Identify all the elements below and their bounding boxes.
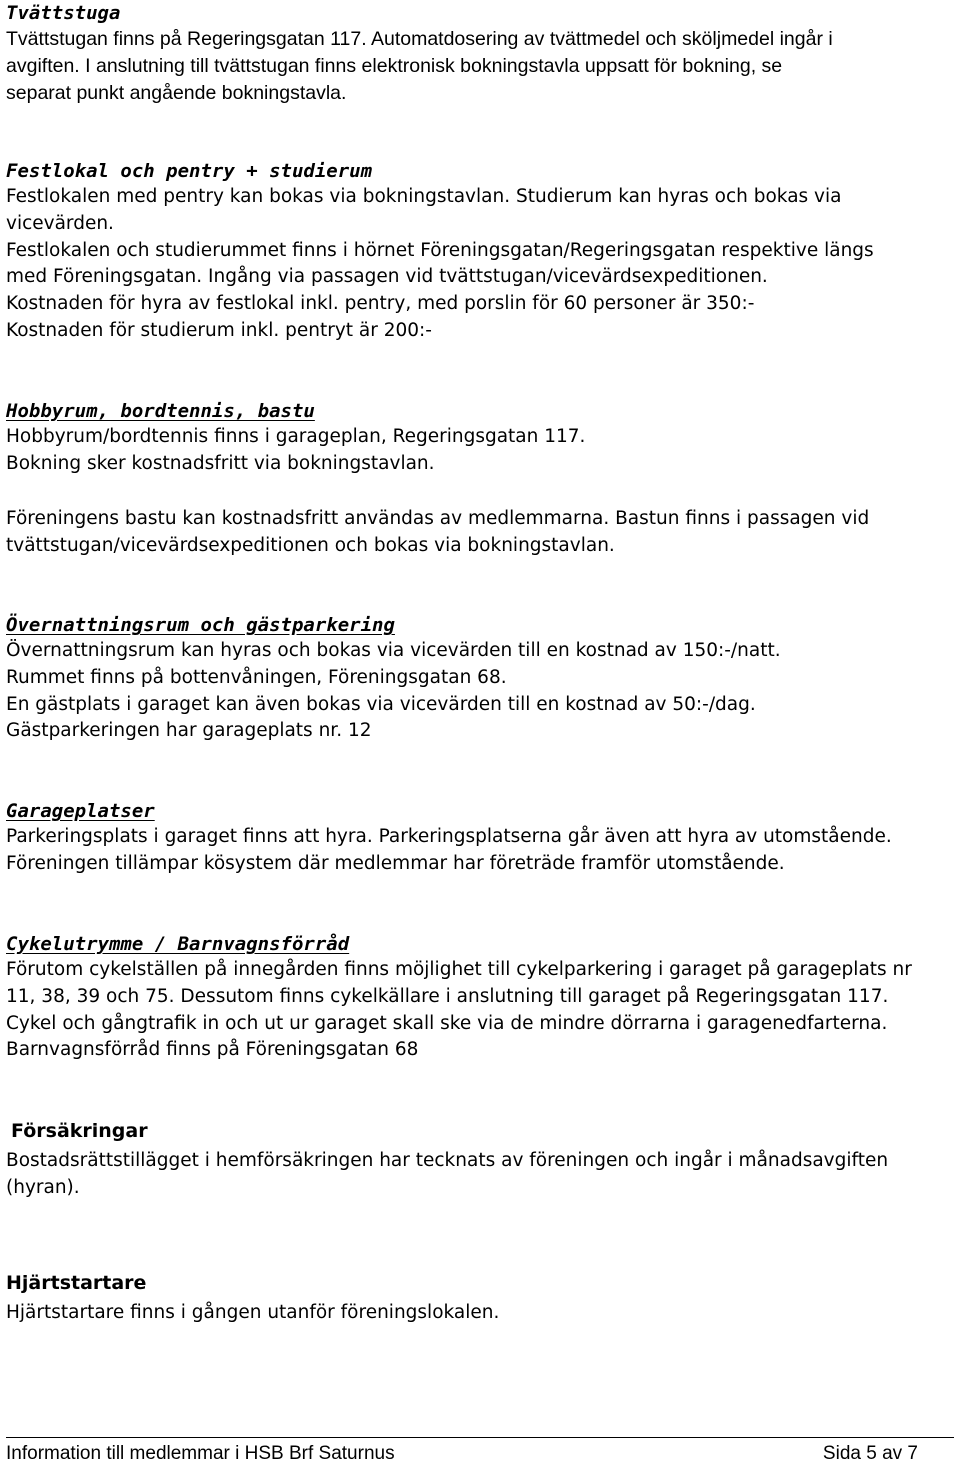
section-garageplatser: [6, 798, 954, 878]
paragraph-line: Parkeringsplats i garaget finns att hyra. Parkeringsplatserna går även att hyra av utomstående.: [6, 826, 892, 847]
paragraph-line: Hobbyrum/bordtennis finns i garageplan, Regeringsgatan 117.: [6, 426, 586, 447]
section-overnattning: [6, 612, 954, 745]
paragraph-line: med Föreningsgatan. Ingång via passagen vid tvättstugan/vicevärdsexpeditionen.: [6, 266, 768, 288]
paragraph-line: Cykel och gångtrafik in och ut ur garaget skall ske via de mindre dörrarna i garagenedfarterna.: [6, 1012, 888, 1034]
paragraph-line: Gästparkeringen har garageplats nr. 12: [6, 720, 372, 742]
section-heading: Garageplatser: [6, 800, 155, 822]
paragraph-line: Rummet finns på bottenvåningen, Föreningsgatan 68.: [6, 666, 507, 688]
section-bastu: [6, 506, 954, 560]
page-number: Sida 5 av 7: [822, 1443, 918, 1464]
paragraph-line: En gästplats i garaget kan även bokas via vicevärden till en kostnad av 50:-/dag.: [6, 693, 756, 715]
section-heading: Tvättstuga: [6, 2, 121, 24]
section-forsakringar: [6, 1118, 954, 1202]
section-tvattstuga: [6, 0, 954, 106]
paragraph-line: tvättstugan/vicevärdsexpeditionen och bokas via bokningstavlan.: [6, 534, 615, 556]
section-heading: Cykelutrymme / Barnvagnsförråd: [6, 933, 350, 955]
paragraph-line: Kostnaden för hyra av festlokal inkl. pentry, med porslin för 60 personer är 350:-: [6, 293, 755, 315]
paragraph-line: Förutom cykelställen på innegården finns möjlighet till cykelparkering i garaget på garageplats nr: [6, 959, 912, 980]
paragraph-line: Övernattningsrum kan hyras och bokas via vicevärden till en kostnad av 150:-/natt.: [6, 640, 781, 661]
paragraph-line: Hjärtstartare finns i gången utanför föreningslokalen.: [6, 1302, 500, 1323]
paragraph-line: Barnvagnsförråd finns på Föreningsgatan 68: [6, 1039, 419, 1061]
section-heading: Försäkringar: [11, 1120, 148, 1142]
footer-title: Information till medlemmar i HSB Brf Saturnus: [6, 1443, 395, 1464]
paragraph-line: Kostnaden för studierum inkl. pentryt är 200:-: [6, 319, 432, 341]
paragraph-line: avgiften. I anslutning till tvättstugan finns elektronisk bokningstavla uppsatt för bokning, se: [6, 54, 783, 77]
section-hjartstartare: [6, 1270, 954, 1327]
paragraph-line: Bostadsrättstillägget i hemförsäkringen har tecknats av föreningen och ingår i månadsavgiften: [6, 1150, 889, 1171]
paragraph-line: Festlokalen och studierummet finns i hörnet Föreningsgatan/Regeringsgatan respektive längs: [6, 239, 874, 261]
paragraph-line: (hyran).: [6, 1176, 80, 1198]
paragraph-line: Tvättstugan finns på Regeringsgatan 117. Automatdosering av tvättmedel och sköljmedel ingår i: [6, 28, 833, 50]
section-hobbyrum: [6, 398, 954, 478]
paragraph-line: Föreningens bastu kan kostnadsfritt användas av medlemmarna. Bastun finns i passagen vid: [6, 508, 870, 529]
paragraph-line: 11, 38, 39 och 75. Dessutom finns cykelkällare i anslutning till garaget på Regeringsgatan 117.: [6, 985, 889, 1007]
section-heading: Övernattningsrum och gästparkering: [6, 614, 395, 636]
section-heading: Hjärtstartare: [6, 1272, 147, 1294]
paragraph-line: Festlokalen med pentry kan bokas via bokningstavlan. Studierum kan hyras och bokas via: [6, 186, 842, 207]
paragraph-line: Bokning sker kostnadsfritt via bokningstavlan.: [6, 452, 435, 474]
section-festlokal: [6, 158, 954, 345]
paragraph-line: Föreningen tillämpar kösystem där medlemmar har företräde framför utomstående.: [6, 852, 785, 874]
section-heading: Festlokal och pentry + studierum: [6, 160, 373, 182]
section-cykelutrymme: [6, 931, 954, 1064]
paragraph-line: separat punkt angående bokningstavla.: [6, 81, 347, 104]
section-heading: Hobbyrum, bordtennis, bastu: [6, 400, 315, 422]
page-footer: [6, 1437, 954, 1466]
paragraph-line: vicevärden.: [6, 212, 114, 234]
